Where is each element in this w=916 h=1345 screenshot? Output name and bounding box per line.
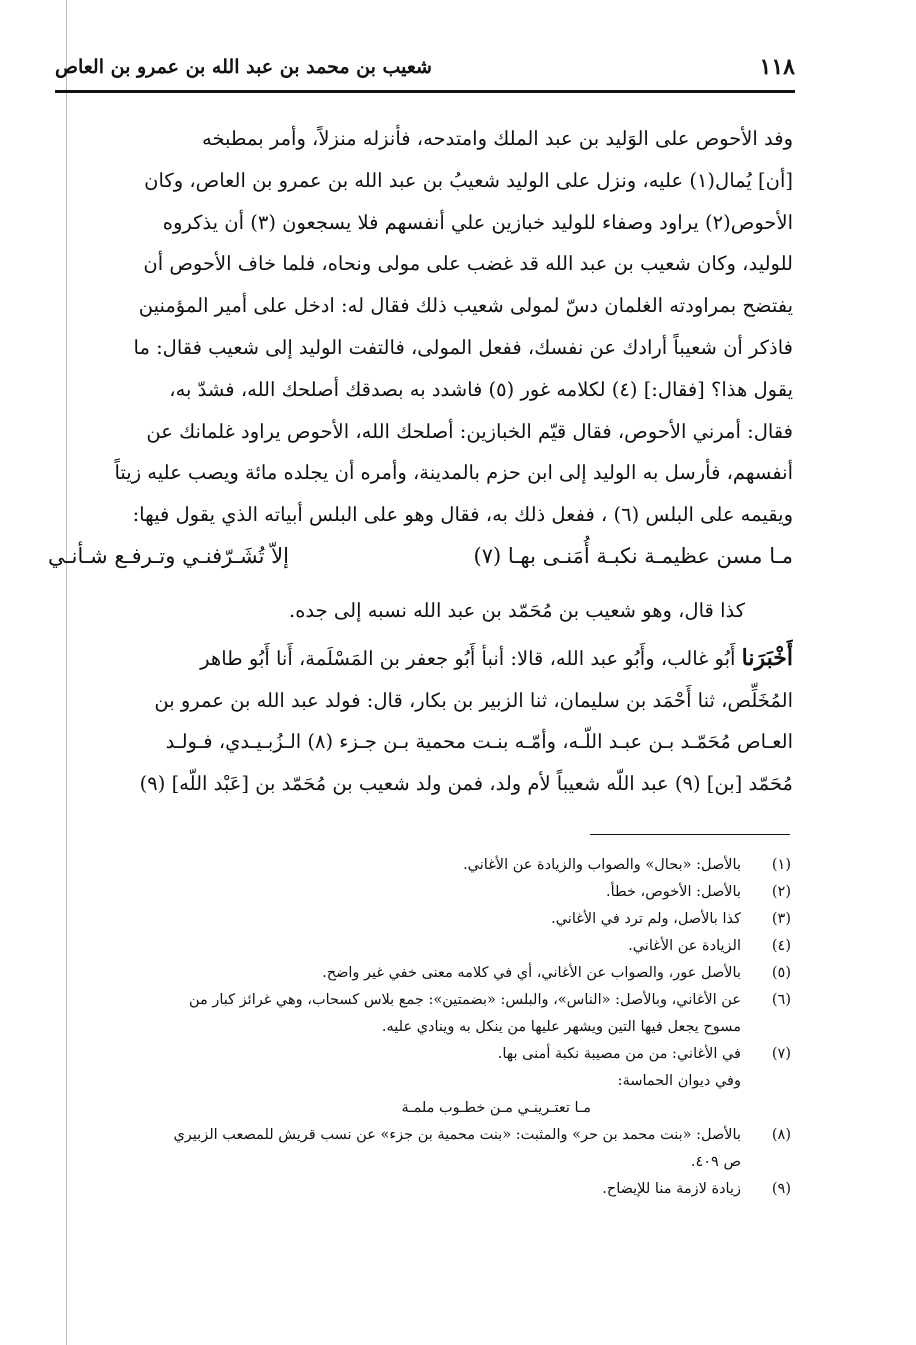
footnote-number: (٤) bbox=[771, 938, 791, 954]
footnote-separator bbox=[590, 834, 790, 835]
footnote bbox=[48, 906, 793, 933]
paragraph-2 bbox=[48, 638, 793, 805]
footnote-text: عن الأغاني، وبالأصل: «الناس»، والبلس: «بضمتين»: جمع بلاس كسحاب، وهي غرائز كبار من bbox=[188, 992, 741, 1008]
footnote bbox=[48, 1176, 793, 1203]
text-line: فقال: أمرني الأحوص، فقال قيّم الخبازين: أصلحك الله، الأحوص يراود غلمانك عن bbox=[146, 419, 793, 443]
text-line: ويقيمه على البلس (٦) ، ففعل ذلك به، فقال وهو على البلس أبياته الذي يقول فيها: bbox=[132, 503, 793, 527]
after-verse-paragraph bbox=[48, 590, 793, 632]
footnote-text: الزيادة عن الأغاني. bbox=[628, 938, 741, 954]
text-line: العـاص مُحَمّـد بـن عبـد اللّـه، وأمّـه بنـت محمية بـن جـزء (٨) الـزُبـيـدي، فـولـد bbox=[165, 730, 793, 754]
footnote-number: (٥) bbox=[771, 965, 791, 981]
text-line: يفتضح بمراودته الغلمان دسّ لمولى شعيب ذلك فقال له: ادخل على أمير المؤمنين bbox=[138, 294, 793, 318]
footnote bbox=[48, 852, 793, 879]
header-rule bbox=[55, 90, 795, 93]
footnote-continuation: وفي ديوان الحماسة: bbox=[617, 1073, 741, 1089]
running-header bbox=[55, 52, 795, 92]
text-line: المُخَلِّص، ثنا أَحْمَد بن سليمان، ثنا الزبير بن بكار، قال: فولد عبد الله بن عمرو بن bbox=[154, 688, 793, 712]
text-line: فاذكر أن شعيباً أرادك عن نفسك، ففعل المولى، فالتفت الوليد إلى شعيب فقال: ما bbox=[133, 335, 793, 359]
footnote-text: بالأصل: «بحال» والصواب والزيادة عن الأغاني. bbox=[463, 857, 741, 873]
footnote-text: بالأصل عور، والصواب عن الأغاني، أي في كلامه معنى خفي غير واضح. bbox=[322, 965, 741, 981]
footnote-text: كذا بالأصل، ولم ترد في الأغاني. bbox=[551, 911, 741, 927]
text-line: للوليد، وكان شعيب بن عبد الله قد غضب على مولى ونحاه، فلما خاف الأحوص أن bbox=[143, 252, 793, 276]
lead-line-rest: أَبُو غالب، وأَبُو عبد الله، قالا: أنبأ أَبُو جعفر بن المَسْلَمة، أَنا أَبُو طاهر bbox=[200, 646, 742, 670]
poetry-verse bbox=[48, 540, 793, 590]
footnote bbox=[48, 1041, 793, 1122]
text-line: مُحَمّد [بن] (٩) عبد اللّه شعيباً لأم ولد، فمن ولد شعيب بن مُحَمّد بن [عَبْد اللّه] (٩) bbox=[139, 772, 793, 796]
footnote-number: (٧) bbox=[771, 1046, 791, 1062]
footnote-number: (٢) bbox=[771, 884, 791, 900]
footnote-number: (٦) bbox=[771, 992, 791, 1008]
main-text bbox=[48, 118, 793, 805]
text-line: كذا قال، وهو شعيب بن مُحَمّد بن عبد الله نسبه إلى جده. bbox=[289, 598, 745, 622]
footnote bbox=[48, 987, 793, 1041]
footnote bbox=[48, 960, 793, 987]
footnote-continuation: ص ٤٠٩. bbox=[690, 1154, 741, 1170]
text-line: الأحوص(٢) يراود وصفاء للوليد خبازين علي أنفسهم فلا يسجعون (٣) أن يذكروه bbox=[162, 210, 793, 234]
footnotes bbox=[48, 852, 793, 1203]
footnote bbox=[48, 933, 793, 960]
text-line bbox=[48, 638, 793, 680]
footnote-text: بالأصل: الأخوص، خطأ. bbox=[606, 884, 741, 900]
footnote bbox=[48, 879, 793, 906]
text-line: يقول هذا؟ [فقال:] (٤) لكلامه غور (٥) فاشدد به بصدقك أصلحك الله، فشدّ به، bbox=[169, 377, 793, 401]
footnote-number: (١) bbox=[771, 857, 791, 873]
footnote-text: في الأغاني: من من مصيبة نكبة أمنى بها. bbox=[497, 1046, 741, 1062]
verse-hemistich-1: مـا مسن عظيمـة نكبـة أُمَنـى بهـا (٧) bbox=[473, 543, 793, 568]
paragraph-1 bbox=[48, 118, 793, 536]
text-line: أنفسهم، فأرسل به الوليد إلى ابن حزم بالمدينة، وأمره أن يجلده مائة ويصب عليه زيتاً bbox=[114, 461, 793, 485]
footnote-number: (٩) bbox=[771, 1181, 791, 1197]
footnote-number: (٣) bbox=[771, 911, 791, 927]
verse-hemistich-2: إلاّ تُشَـرّفنـي وتـرفـع شـأنـي bbox=[48, 543, 289, 568]
footnote-number: (٨) bbox=[771, 1127, 791, 1143]
footnote bbox=[48, 1122, 793, 1176]
text-line: وفد الأحوص على الوَليد بن عبد الملك وامتدحه، فأنزله منزلاً، وأمر بمطبخه bbox=[202, 127, 793, 150]
lead-word: أَخْبَرَنا bbox=[741, 644, 793, 671]
footnote-continuation: مسوح يجعل فيها التين ويشهر عليها من ينكل به وينادي عليه. bbox=[381, 1019, 741, 1035]
running-title: شعيب بن محمد بن عبد الله بن عمرو بن العاص bbox=[55, 56, 432, 78]
page-number: ١١٨ bbox=[759, 54, 795, 80]
footnote-verse: مـا تعتـرينـي مـن خطـوب ملمـة bbox=[401, 1100, 591, 1116]
footnote-text: زيادة لازمة منا للإيضاح. bbox=[602, 1181, 741, 1197]
footnote-text: بالأصل: «بنت محمد بن حر» والمثبت: «بنت محمية بن جزء» عن نسب قريش للمصعب الزبيري bbox=[173, 1127, 741, 1143]
text-line: [أن] يُمال(١) عليه، ونزل على الوليد شعيبُ بن عبد الله بن عمرو بن العاص، وكان bbox=[144, 168, 793, 192]
